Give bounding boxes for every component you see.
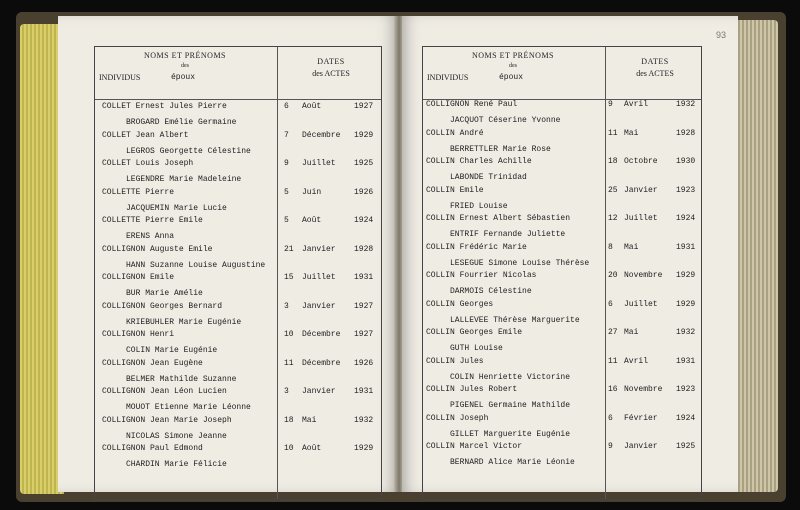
husband-name: COLLETTE Pierre [102,187,175,197]
husband-name: COLLIN Georges [426,299,494,309]
act-year: 1928 [354,244,374,254]
header-divider [95,99,381,100]
names-header: NOMS ET PRÉNOMS [471,51,555,60]
act-year: 1930 [676,157,696,166]
act-day: 10 [284,330,294,339]
act-year: 1927 [354,330,374,339]
husband-name: COLLIN Jules [426,356,484,366]
act-day: 3 [284,387,289,396]
act-year: 1929 [676,271,696,280]
dates-header: DATES [641,57,669,66]
husband-name: COLLIGNON Henri [102,330,175,339]
act-day: 6 [608,413,613,423]
act-year: 1927 [354,301,374,311]
dates-sub-header: des ACTES [636,69,674,78]
act-day: 9 [608,442,613,451]
act-day: 20 [608,271,618,280]
act-month: Mai [302,415,317,425]
act-month: Juin [302,187,322,197]
act-year: 1928 [676,128,696,138]
epoux-label: époux [499,73,524,82]
wife-name: COLIN Marie Eugénie [126,346,218,355]
act-year: 1926 [354,358,374,368]
wife-name: FRIED Louise [450,201,508,211]
husband-name: COLLIN Georges Emile [426,328,523,337]
act-year: 1923 [676,385,696,394]
act-year: 1931 [676,242,696,252]
act-year: 1924 [354,216,374,225]
act-month: Novembre [624,385,663,394]
husband-name: COLLIGNON Auguste Emile [102,244,213,254]
wife-name: BERRETTLER Marie Rose [450,144,551,154]
husband-name: COLLET Jean Albert [102,130,189,140]
act-year: 1932 [354,415,374,425]
act-month: Janvier [302,387,336,396]
act-day: 11 [608,128,618,138]
act-day: 5 [284,187,289,197]
act-month: Décembre [302,130,341,140]
act-day: 6 [608,299,613,309]
husband-name: COLLIGNON Jean Marie Joseph [102,415,232,425]
act-year: 1929 [676,299,696,309]
act-year: 1931 [354,387,374,396]
wife-name: GILLET Marguerite Eugénie [450,429,571,439]
wife-name: DARMOIS Célestine [450,287,532,296]
act-month: Août [302,216,322,225]
act-month: Mai [624,328,639,337]
act-month: Juillet [302,159,336,168]
act-year: 1931 [676,356,696,366]
act-month: Décembre [302,358,341,368]
act-month: Mai [624,242,639,252]
wife-name: MOUOT Etienne Marie Léonne [126,403,251,412]
page-number: 93 [715,30,726,40]
act-month: Janvier [302,301,336,311]
husband-name: COLLIN Jules Robert [426,385,518,394]
husband-name: COLLIN Charles Achille [426,157,532,166]
act-year: 1932 [676,328,696,337]
act-day: 27 [608,328,618,337]
individus-label: INDIVIDUS [427,73,469,82]
act-day: 5 [284,216,289,225]
act-month: Mai [624,128,639,138]
act-month: Août [302,444,322,453]
right-page-edges [736,20,778,492]
des-label: des [509,63,517,69]
act-day: 9 [608,100,613,109]
act-day: 25 [608,185,618,195]
husband-name: COLLET Louis Joseph [102,159,194,168]
husband-name: COLLIN Fourrier Nicolas [426,271,537,280]
wife-name: LEGENDRE Marie Madeleine [126,175,242,184]
wife-name: NICOLAS Simone Jeanne [126,431,227,441]
wife-name: LABONDE Trinidad [450,173,527,182]
husband-name: COLLIN Frédéric Marie [426,242,527,252]
act-year: 1927 [354,102,374,111]
husband-name: COLLIN Marcel Victor [426,442,523,451]
left-page [58,16,396,492]
act-day: 21 [284,244,294,254]
act-month: Novembre [624,271,663,280]
husband-name: COLLIN Joseph [426,413,489,423]
wife-name: HANN Suzanne Louise Augustine [126,260,266,270]
act-year: 1926 [354,187,374,197]
wife-name: ERENS Anna [126,232,175,241]
wife-name: LALLEVEE Thérèse Marguerite [450,315,580,325]
wife-name: LESEGUE Simone Louise Thérèse [450,258,590,268]
act-day: 12 [608,214,618,223]
husband-name: COLLIN Emile [426,185,484,195]
act-year: 1929 [354,130,374,140]
wife-name: KRIEBUHLER Marie Eugénie [126,317,242,327]
husband-name: COLLET Ernest Jules Pierre [102,102,227,111]
act-day: 18 [608,157,618,166]
act-year: 1924 [676,413,696,423]
act-year: 1925 [354,159,374,168]
act-year: 1923 [676,185,696,195]
husband-name: COLLIGNON Emile [102,273,175,282]
husband-name: COLLIGNON Jean Léon Lucien [102,387,227,396]
act-month: Juillet [624,214,658,223]
husband-name: COLLIN André [426,128,484,138]
act-month: Avril [624,356,649,366]
husband-name: COLLIN Ernest Albert Sébastien [426,214,571,223]
act-month: Octobre [624,157,658,166]
act-day: 7 [284,130,289,140]
act-year: 1931 [354,273,374,282]
act-day: 8 [608,242,613,252]
wife-name: BUR Marie Amélie [126,289,203,298]
wife-name: BROGARD Emélie Germaine [126,118,237,127]
wife-name: ENTRIF Fernande Juliette [450,230,566,239]
wife-name: BELMER Mathilde Suzanne [126,374,237,384]
act-month: Juillet [302,273,336,282]
act-day: 11 [608,356,618,366]
wife-name: JACQUEMIN Marie Lucie [126,203,227,213]
right-page [402,16,738,492]
epoux-label: époux [171,73,196,82]
husband-name: COLLIGNON René Paul [426,100,518,109]
act-month: Janvier [624,185,658,195]
act-month: Décembre [302,330,341,339]
act-day: 3 [284,301,289,311]
act-day: 10 [284,444,294,453]
act-day: 16 [608,385,618,394]
act-day: 18 [284,415,294,425]
husband-name: COLLIGNON Georges Bernard [102,301,223,311]
wife-name: LEGROS Georgette Célestine [126,146,251,156]
des-label: des [181,63,189,69]
individus-label: INDIVIDUS [99,73,141,82]
names-header: NOMS ET PRÉNOMS [143,51,227,60]
act-year: 1929 [354,444,374,453]
wife-name: JACQUOT Céserine Yvonne [450,116,561,125]
act-day: 9 [284,159,289,168]
act-month: Août [302,102,322,111]
act-year: 1932 [676,100,696,109]
act-month: Juillet [624,299,658,309]
wife-name: CHARDIN Marie Félicie [126,460,227,469]
act-year: 1925 [676,442,696,451]
act-year: 1924 [676,214,696,223]
dates-header: DATES [317,57,345,66]
husband-name: COLLIGNON Jean Eugène [102,358,203,368]
wife-name: PIGENEL Germaine Mathilde [450,401,571,410]
husband-name: COLLETTE Pierre Emile [102,216,203,225]
husband-name: COLLIGNON Paul Edmond [102,444,203,453]
act-day: 11 [284,358,294,368]
act-month: Janvier [302,244,336,254]
wife-name: COLIN Henriette Victorine [450,372,571,382]
wife-name: BERNARD Alice Marie Léonie [450,458,575,467]
act-month: Février [624,413,658,423]
dates-sub-header: des ACTES [312,69,350,78]
wife-name: GUTH Louise [450,344,503,353]
act-day: 15 [284,273,294,282]
act-month: Janvier [624,442,658,451]
act-month: Avril [624,100,649,109]
act-day: 6 [284,102,289,111]
